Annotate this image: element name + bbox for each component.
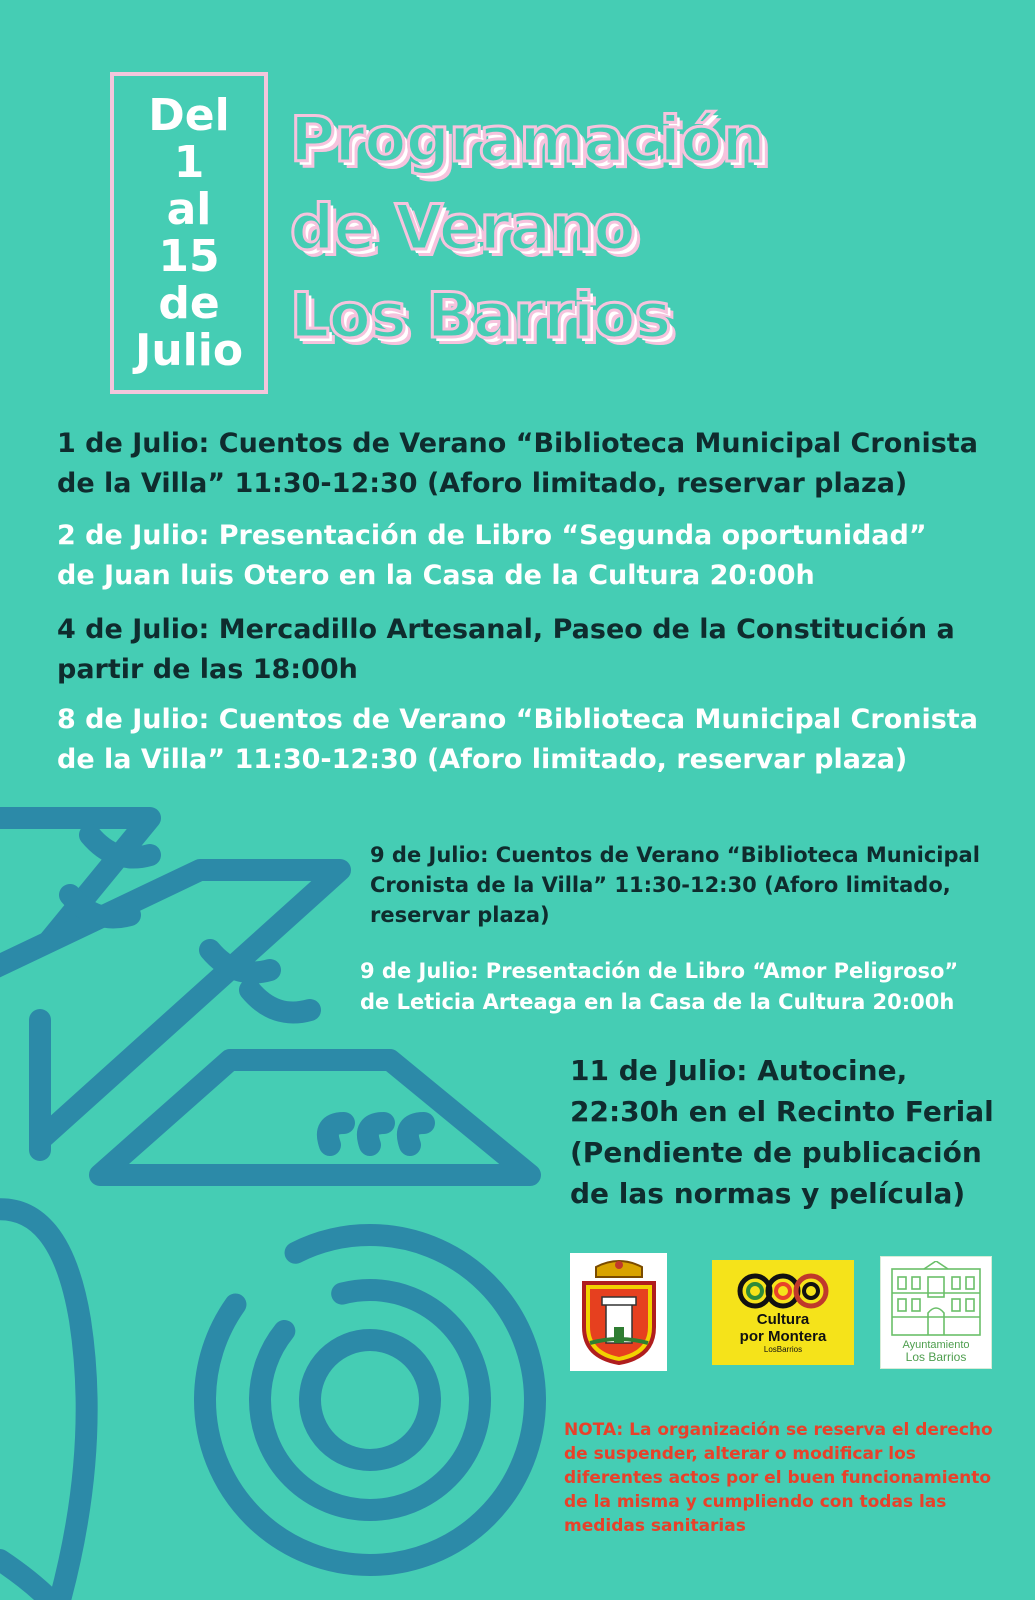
event-line: 1 de Julio: Cuentos de Verano “Biblioteca Municipal Cronista xyxy=(57,428,978,459)
event-line: de la Villa” 11:30-12:30 (Aforo limitado, reservar plaza) xyxy=(57,468,908,499)
ayuntamiento-logo xyxy=(880,1256,992,1369)
date-line: Julio xyxy=(134,325,244,376)
date-line: 1 xyxy=(173,137,205,188)
note-text: La organización se reserva el derecho de suspender, alterar o modificar los diferentes actos por el buen funcionamiento de la misma y cumpliendo con todas las medidas sanitarias xyxy=(564,1420,993,1536)
event-item xyxy=(57,424,978,504)
event-line: 9 de Julio: Presentación de Libro “Amor Peligroso” xyxy=(360,959,959,983)
target-middle-ring xyxy=(260,1290,480,1510)
event-line: 9 de Julio: Cuentos de Verano “Biblioteca Municipal xyxy=(370,843,980,867)
coat-of-arms-icon xyxy=(576,1257,662,1367)
note-label: NOTA: xyxy=(564,1420,624,1440)
date-line: de xyxy=(158,278,220,329)
target-inner-ring xyxy=(310,1340,430,1460)
ayuntamiento-logo-line: Ayuntamiento xyxy=(902,1339,970,1351)
event-line: de Juan luis Otero en la Casa de la Cultura 20:00h xyxy=(57,560,815,591)
title-line: Programación xyxy=(290,103,765,176)
event-item xyxy=(370,840,980,930)
cultura-por-montera-logo xyxy=(712,1260,854,1365)
event-item xyxy=(570,1050,994,1214)
event-line: reservar plaza) xyxy=(370,903,550,927)
event-line: (Pendiente de publicación xyxy=(570,1136,982,1169)
coat-of-arms-logo xyxy=(570,1253,667,1371)
event-line: 22:30h en el Recinto Ferial xyxy=(570,1095,994,1128)
mountain-shape xyxy=(100,1060,530,1175)
cultura-logo-line: LosBarrios xyxy=(763,1344,803,1354)
ayuntamiento-logo-line: Los Barrios xyxy=(905,1350,967,1364)
event-line: 4 de Julio: Mercadillo Artesanal, Paseo de la Constitución a xyxy=(57,614,955,645)
event-line: de las normas y película) xyxy=(570,1177,966,1210)
event-line: 8 de Julio: Cuentos de Verano “Biblioteca Municipal Cronista xyxy=(57,704,978,735)
event-line: 2 de Julio: Presentación de Libro “Segunda oportunidad” xyxy=(57,520,927,551)
body-curve xyxy=(0,1209,87,1600)
title-line: Los Barrios xyxy=(290,279,671,352)
body-curve-small xyxy=(0,1560,50,1600)
spiral-circles-icon xyxy=(733,1271,833,1311)
cultura-logo-line: por Montera xyxy=(739,1327,827,1345)
event-item xyxy=(360,956,958,1018)
event-item xyxy=(57,610,955,690)
title-line: de Verano xyxy=(290,191,635,264)
poster-title xyxy=(290,96,765,360)
event-line: de la Villa” 11:30-12:30 (Aforo limitado, reservar plaza) xyxy=(57,744,908,775)
date-line: al xyxy=(166,184,212,235)
date-line: 15 xyxy=(158,231,220,282)
event-line: 11 de Julio: Autocine, xyxy=(570,1054,908,1087)
event-item xyxy=(57,516,927,596)
event-item xyxy=(57,700,978,780)
event-line: de Leticia Arteaga en la Casa de la Cultura 20:00h xyxy=(360,990,955,1014)
town-hall-icon xyxy=(888,1261,984,1339)
date-line: Del xyxy=(148,90,230,141)
event-line: partir de las 18:00h xyxy=(57,654,358,685)
disclaimer-note xyxy=(564,1418,1014,1538)
cultura-logo-line: Cultura xyxy=(756,1310,810,1328)
date-range-box xyxy=(110,72,268,394)
feather-curls xyxy=(328,1123,424,1145)
event-line: Cronista de la Villa” 11:30-12:30 (Aforo limitado, xyxy=(370,873,951,897)
